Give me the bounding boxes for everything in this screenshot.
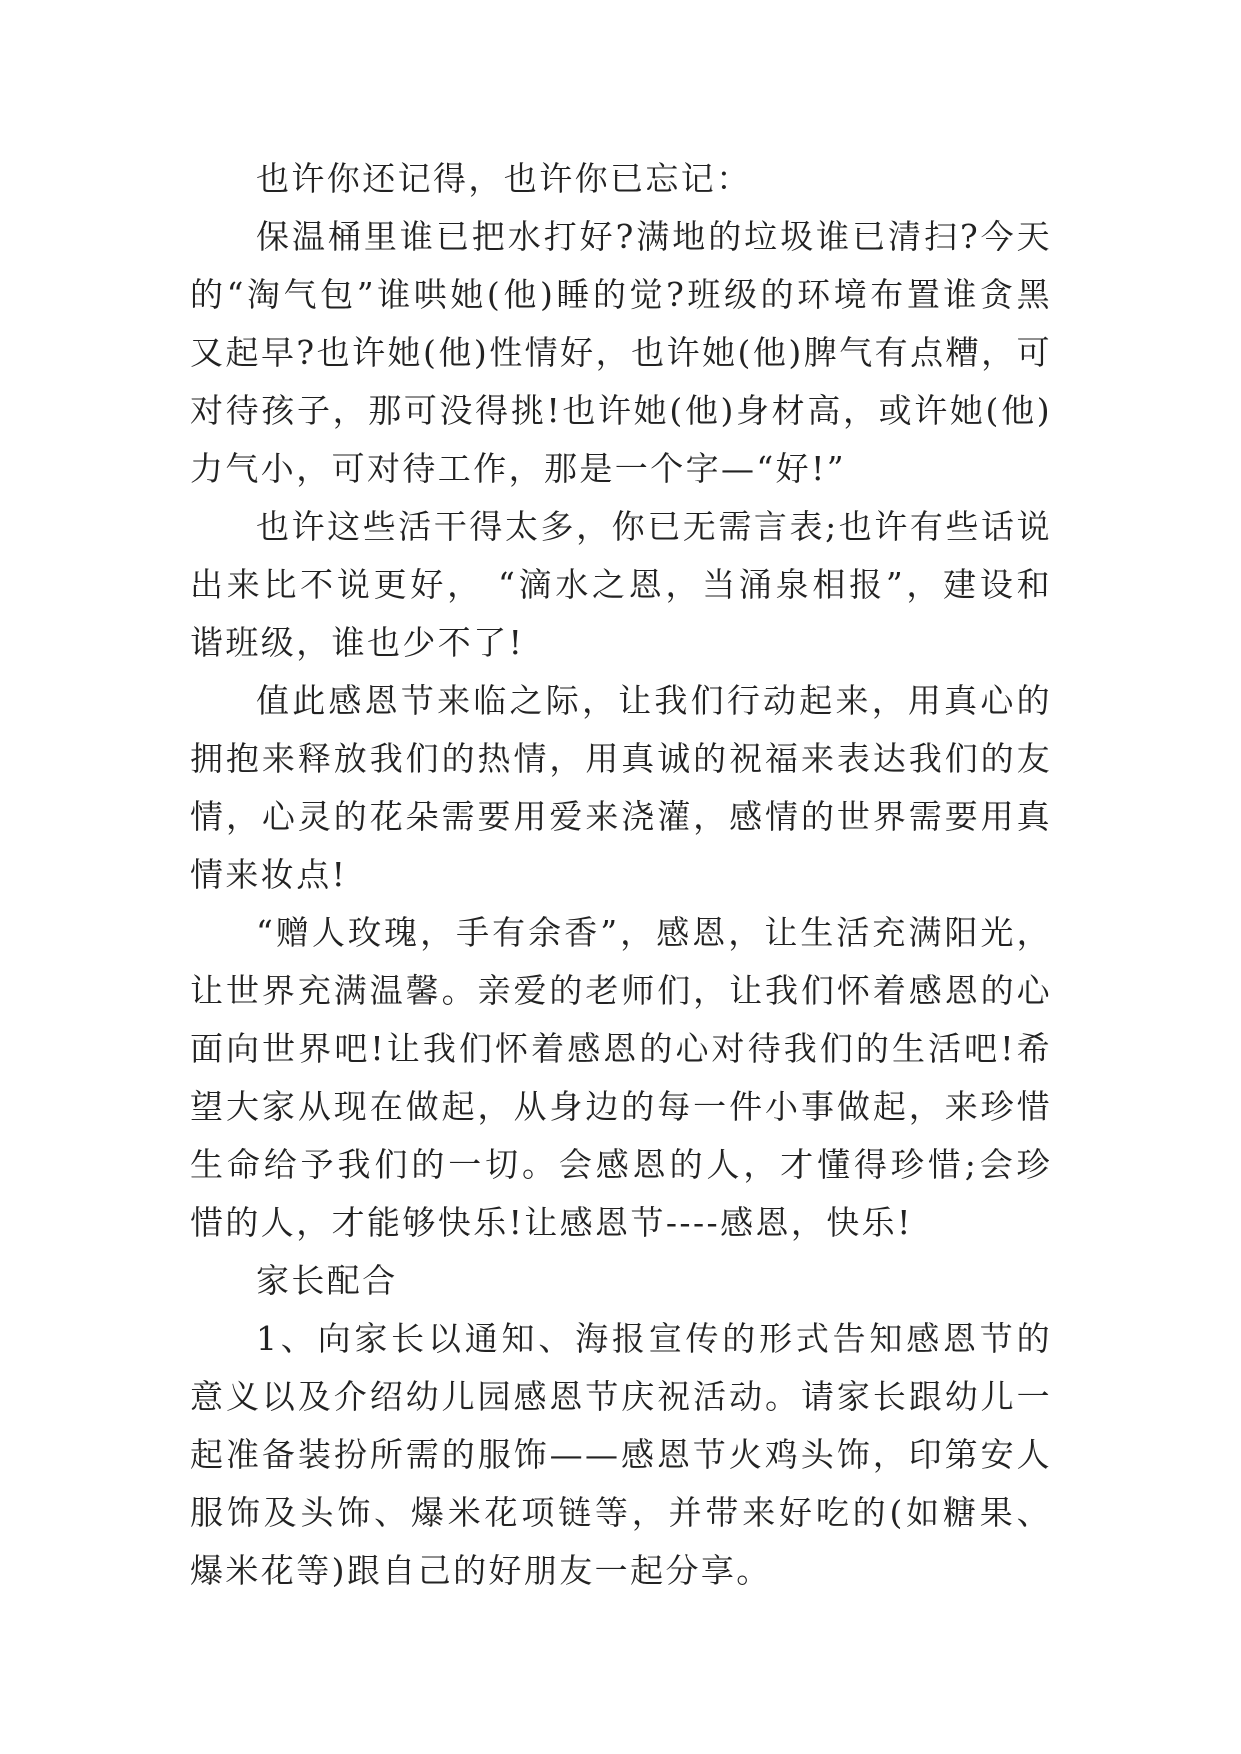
section-heading-parents: 家长配合 [256, 1261, 398, 1300]
paragraph-thanksgiving-call: 值此感恩节来临之际，让我们行动起来，用真心的拥抱来释放我们的热情，用真诚的祝福来表达我们的友情，心灵的花朵需要用爱来浇灌，感情的世界需要用真情来妆点! [190, 681, 1052, 894]
paragraph-gratitude: 也许这些活干得太多，你已无需言表;也许有些话说出来比不说更好， “滴水之恩，当涌泉相报”，建设和谐班级，谁也少不了! [190, 507, 1052, 662]
paragraph-teacher-work: 保温桶里谁已把水打好?满地的垃圾谁已清扫?今天的“淘气包”谁哄她(他)睡的觉?班级的环境布置谁贪黑又起早?也许她(他)性情好，也许她(他)脾气有点糟，可对待孩子，那可没得挑!也许她(他)身材高，或许她(他)力气小，可对待工作，那是一个字—“好!” [190, 217, 1052, 488]
document-body [190, 150, 1052, 1600]
paragraph-roses: “赠人玫瑰，手有余香”，感恩，让生活充满阳光，让世界充满温馨。亲爱的老师们，让我们怀着感恩的心面向世界吧!让我们怀着感恩的心对待我们的生活吧!希望大家从现在做起，从身边的每一件小事做起，来珍惜生命给予我们的一切。会感恩的人，才懂得珍惜;会珍惜的人，才能够快乐!让感恩节----感恩，快乐! [190, 913, 1052, 1242]
paragraph-intro: 也许你还记得，也许你已忘记： [256, 159, 752, 198]
paragraph-parent-item-1: 1、向家长以通知、海报宣传的形式告知感恩节的意义以及介绍幼儿园感恩节庆祝活动。请家长跟幼儿一起准备装扮所需的服饰——感恩节火鸡头饰，印第安人服饰及头饰、爆米花项链等，并带来好吃的(如糖果、爆米花等)跟自己的好朋友一起分享。 [190, 1319, 1052, 1590]
